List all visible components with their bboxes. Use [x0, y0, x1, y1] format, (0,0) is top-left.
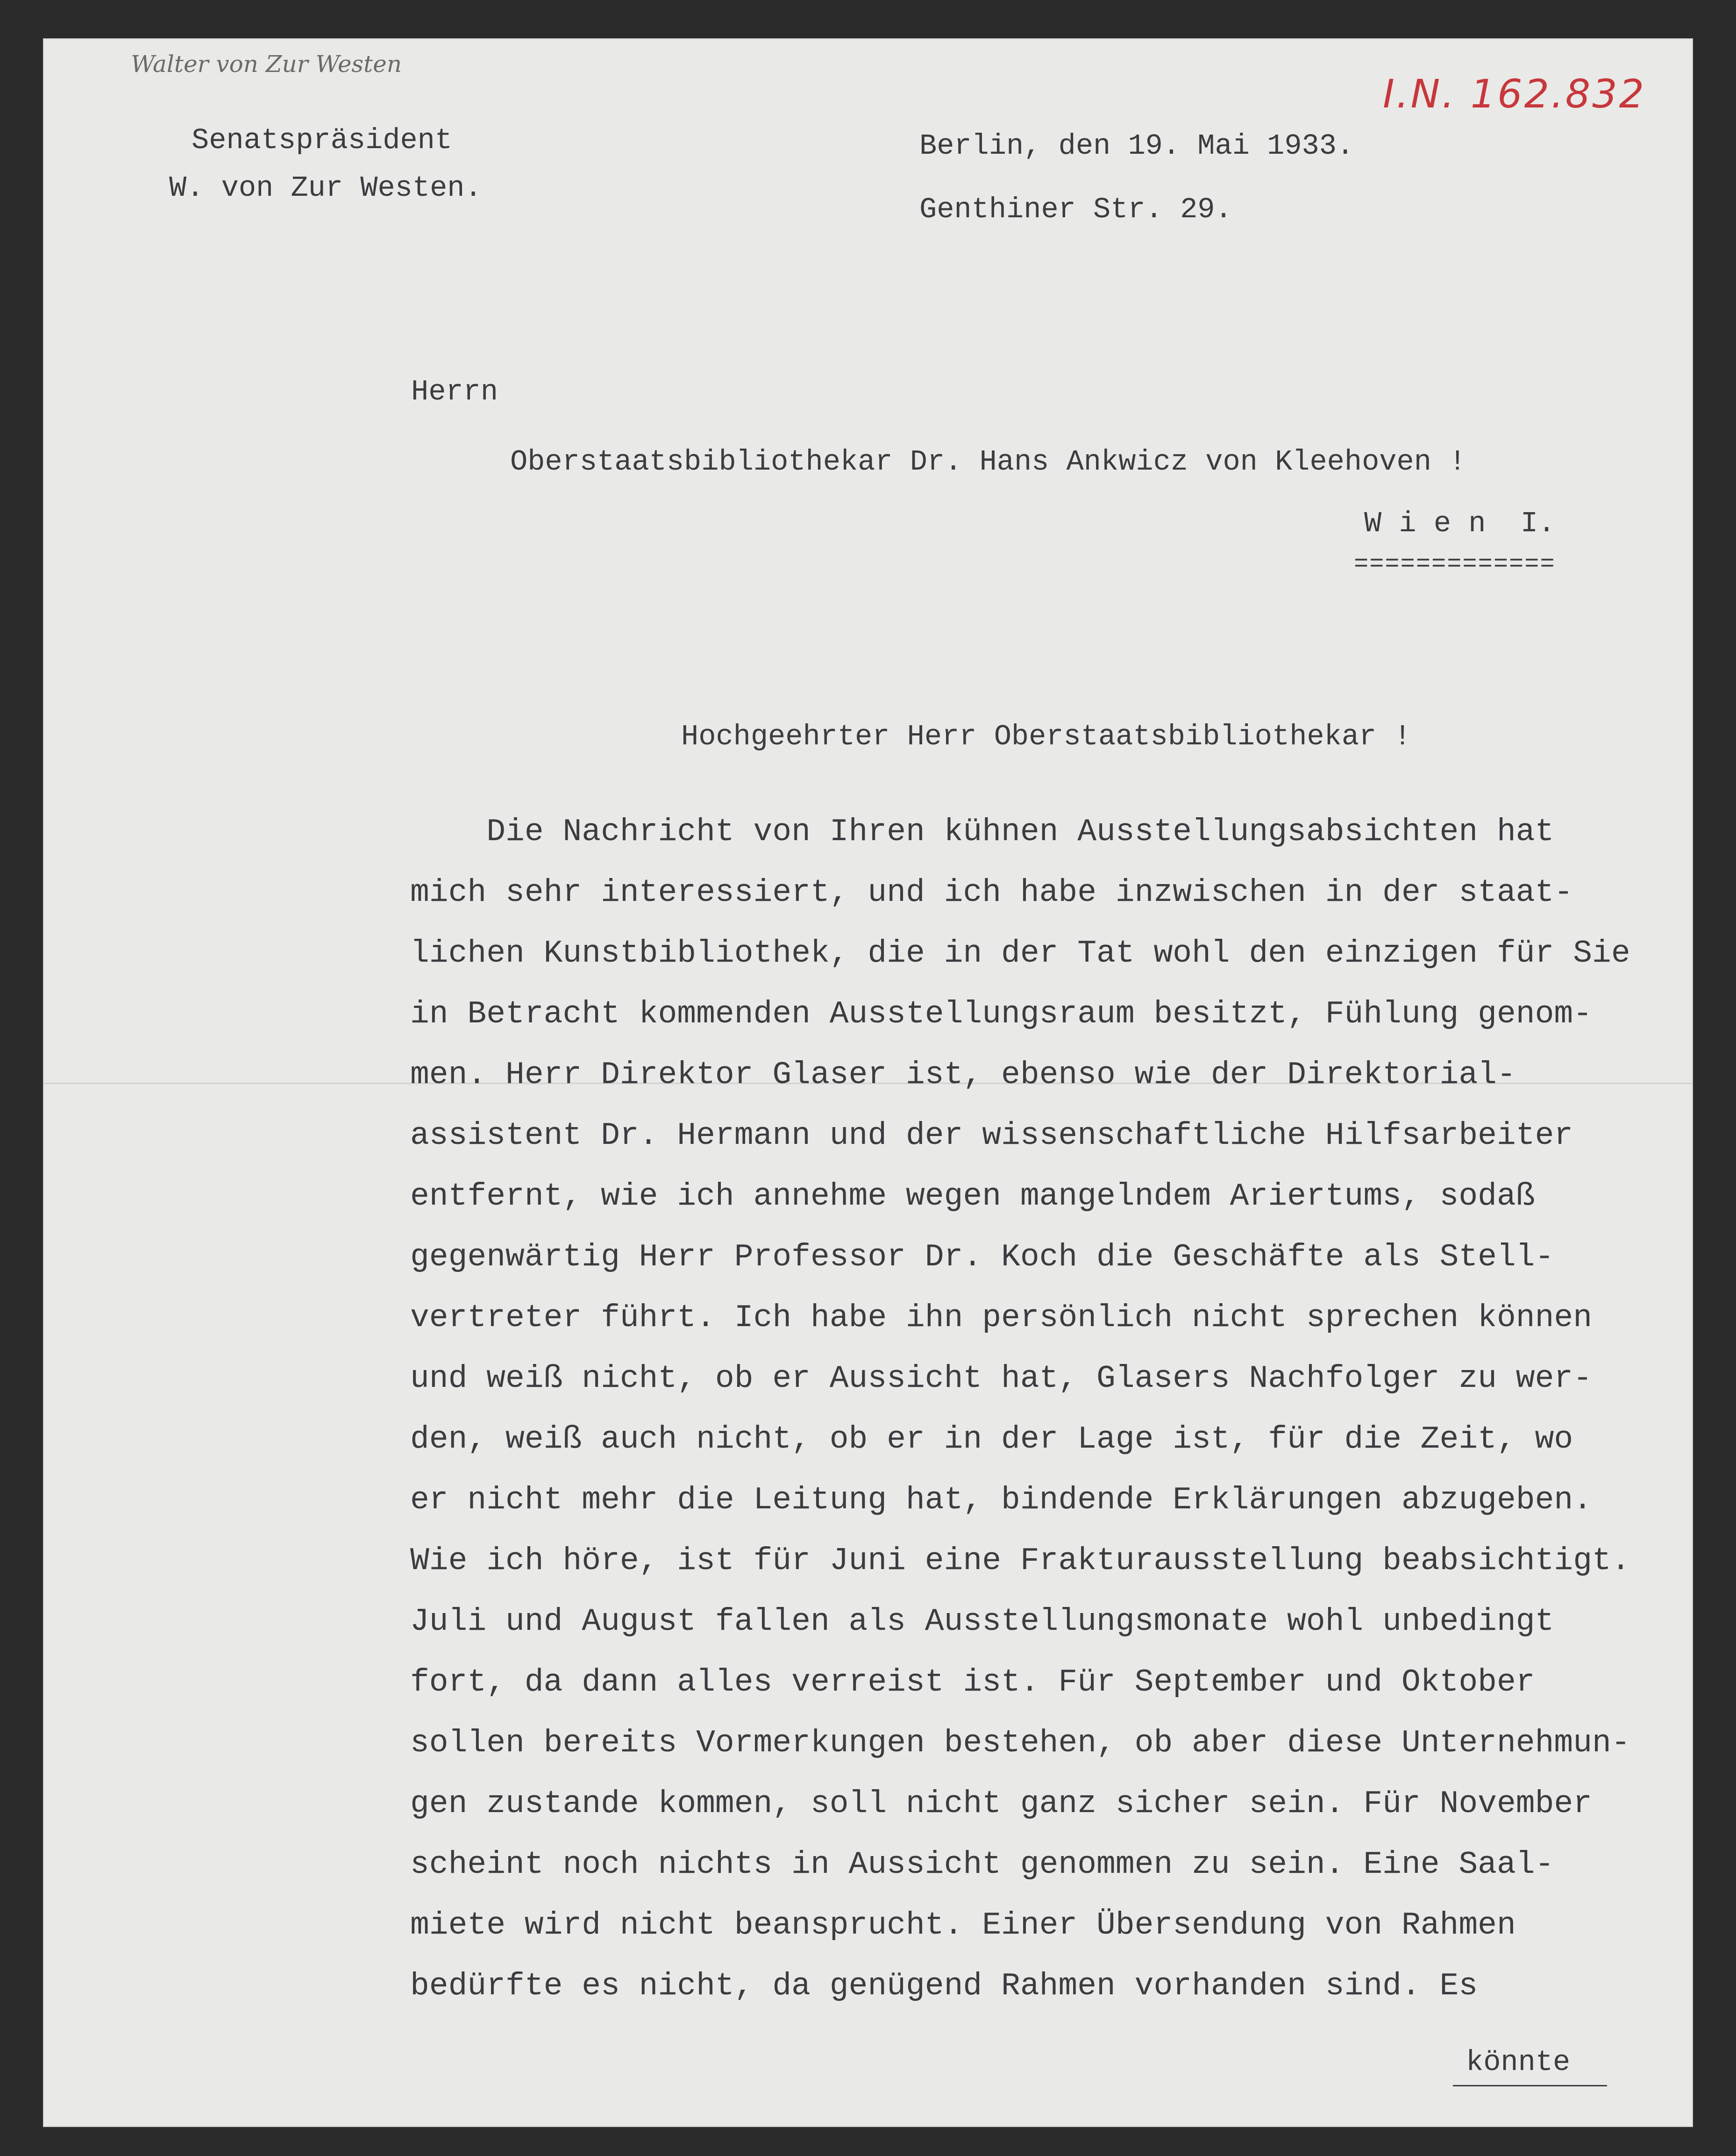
- body-line: in Betracht kommenden Ausstellungsraum besitzt, Fühlung genom-: [410, 996, 1593, 1032]
- body-line: assistent Dr. Hermann und der wissenschaftliche Hilfsarbeiter: [410, 1118, 1573, 1154]
- body-line: mich sehr interessiert, und ich habe inzwischen in der staat-: [410, 875, 1573, 911]
- body-line: vertreter führt. Ich habe ihn persönlich nicht sprechen können: [410, 1300, 1593, 1336]
- body-line: er nicht mehr die Leitung hat, bindende Erklärungen abzugeben.: [410, 1482, 1593, 1518]
- recipient-salutation: Herrn: [411, 375, 498, 408]
- greeting: Hochgeehrter Herr Oberstaatsbibliothekar !: [681, 720, 1411, 753]
- body-line: Wie ich höre, ist für Juni eine Frakturausstellung beabsichtigt.: [410, 1543, 1630, 1579]
- body-line: Die Nachricht von Ihren kühnen Ausstellungsabsichten hat: [410, 814, 1554, 850]
- shelfmark: I.N. 162.832: [1383, 71, 1646, 117]
- catchword: könnte: [1466, 2046, 1571, 2079]
- body-line: men. Herr Direktor Glaser ist, ebenso wie der Direktorial-: [410, 1057, 1516, 1093]
- body-line: scheint noch nichts in Aussicht genommen zu sein. Eine Saal-: [410, 1847, 1554, 1883]
- body-line: gen zustande kommen, soll nicht ganz sicher sein. Für November: [410, 1786, 1593, 1822]
- sender-name: W. von Zur Westen.: [169, 171, 482, 205]
- body-line: fort, da dann alles verreist ist. Für September und Oktober: [410, 1664, 1535, 1700]
- body-line: sollen bereits Vormerkungen bestehen, ob aber diese Unternehmun-: [410, 1725, 1630, 1761]
- recipient-city-underline: =============: [1354, 550, 1556, 578]
- body-line: Juli und August fallen als Ausstellungsmonate wohl unbedingt: [410, 1604, 1554, 1640]
- recipient-name: Oberstaatsbibliothekar Dr. Hans Ankwicz von Kleehoven !: [510, 445, 1466, 478]
- recipient-city: W i e n I.: [1364, 507, 1556, 540]
- body-line: miete wird nicht beansprucht. Einer Übersendung von Rahmen: [410, 1907, 1516, 1943]
- letter-body: [410, 802, 1634, 2017]
- body-line: bedürfte es nicht, da genügend Rahmen vorhanden sind. Es: [410, 1968, 1478, 2004]
- place-date: Berlin, den 19. Mai 1933.: [919, 129, 1354, 163]
- body-line: lichen Kunstbibliothek, die in der Tat wohl den einzigen für Sie: [410, 935, 1630, 971]
- sender-title: Senatspräsident: [192, 124, 453, 157]
- catchword-underline: [1453, 2085, 1607, 2086]
- body-line: den, weiß auch nicht, ob er in der Lage ist, für die Zeit, wo: [410, 1421, 1573, 1457]
- street-address: Genthiner Str. 29.: [919, 193, 1232, 226]
- handwritten-note: Walter von Zur Westen: [131, 50, 402, 78]
- body-line: gegenwärtig Herr Professor Dr. Koch die Geschäfte als Stell-: [410, 1239, 1554, 1275]
- body-line: und weiß nicht, ob er Aussicht hat, Glasers Nachfolger zu wer-: [410, 1361, 1593, 1397]
- body-line: entfernt, wie ich annehme wegen mangelndem Ariertums, sodaß: [410, 1178, 1535, 1214]
